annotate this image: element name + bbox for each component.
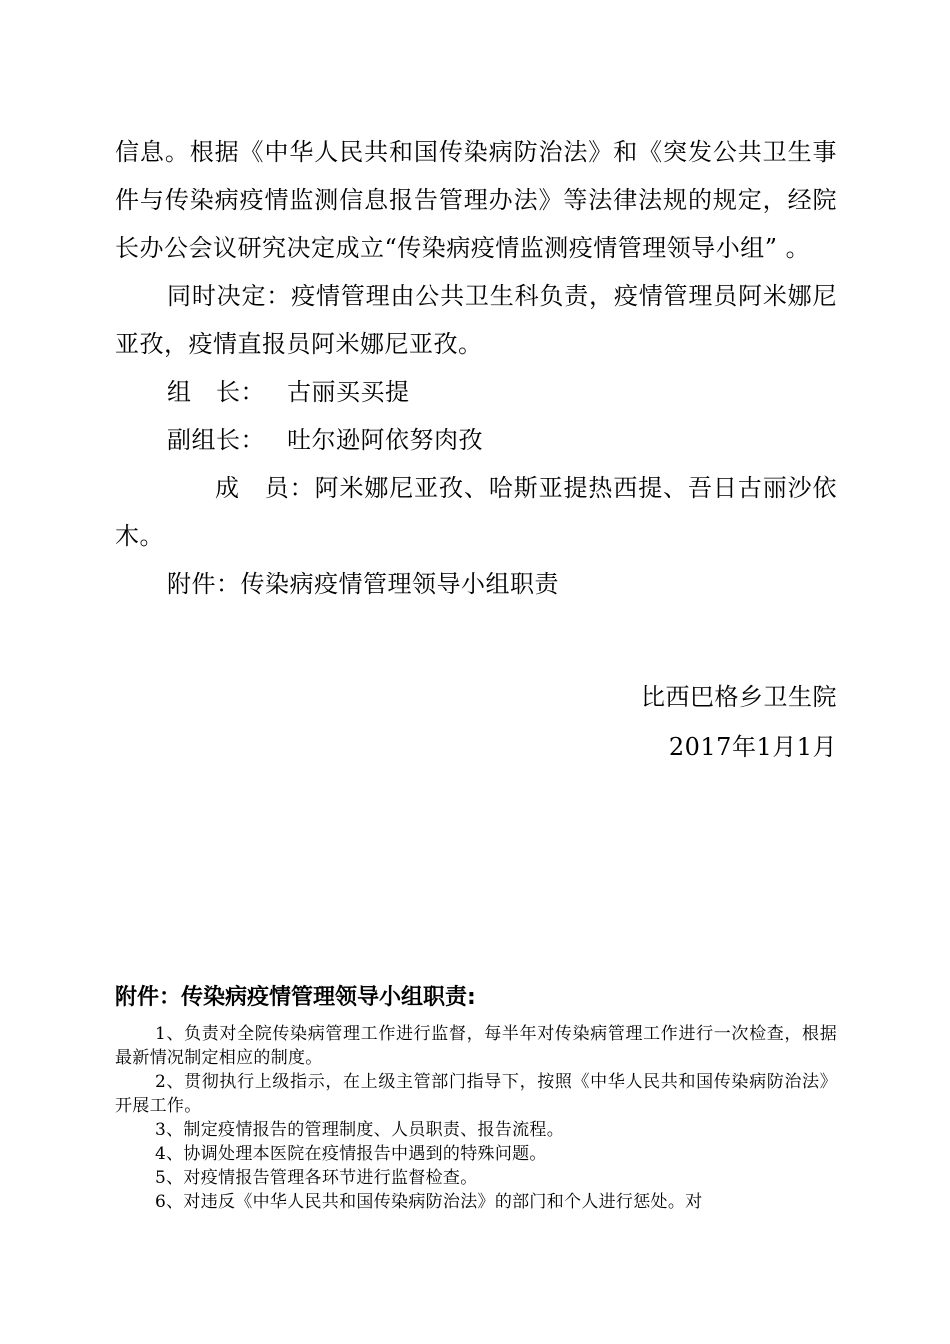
main-body [115, 128, 837, 608]
leader-name: 古丽买买提 [287, 378, 410, 406]
deputy-name: 吐尔逊阿依努肉孜 [287, 426, 483, 454]
body-paragraph-2: 同时决定：疫情管理由公共卫生科负责，疫情管理员阿米娜尼亚孜，疫情直报员阿米娜尼亚孜。 [115, 282, 837, 358]
appendix-item: 6、对违反《中华人民共和国传染病防治法》的部门和个人进行惩处。对 [155, 1192, 703, 1212]
appendix-title: 附件：传染病疫情管理领导小组职责: [115, 985, 476, 1010]
appendix-item: 3、制定疫情报告的管理制度、人员职责、报告流程。 [155, 1120, 565, 1140]
leader-role-label: 组 长： [167, 378, 265, 406]
deputy-line [115, 416, 837, 464]
signature-block [641, 672, 837, 772]
appendix-item: 2、贯彻执行上级指示，在上级主管部门指导下，按照《中华人民共和国传染病防治法》开展工作。 [115, 1072, 837, 1116]
appendix-item: 4、协调处理本医院在疫情报告中遇到的特殊问题。 [155, 1144, 547, 1164]
leader-line [115, 368, 837, 416]
appendix-section [115, 978, 837, 1214]
signature-date: 2017年1月1月 [668, 733, 837, 761]
body-paragraph-1: 信息。根据《中华人民共和国传染病防治法》和《突发公共卫生事件与传染病疫情监测信息报告管理办法》等法律法规的规定，经院长办公会议研究决定成立“传染病疫情监测疫情管理领导小组” 。 [115, 138, 837, 262]
members-line: 成 员：阿米娜尼亚孜、哈斯亚提热西提、吾日古丽沙依木。 [115, 474, 837, 550]
deputy-role-label: 副组长： [167, 426, 265, 454]
appendix-item: 5、对疫情报告管理各环节进行监督检查。 [155, 1168, 478, 1188]
appendix-item: 1、负责对全院传染病管理工作进行监督，每半年对传染病管理工作进行一次检查，根据最新情况制定相应的制度。 [115, 1024, 837, 1068]
attachment-line: 附件：传染病疫情管理领导小组职责 [167, 570, 559, 598]
signature-org: 比西巴格乡卫生院 [641, 683, 837, 711]
